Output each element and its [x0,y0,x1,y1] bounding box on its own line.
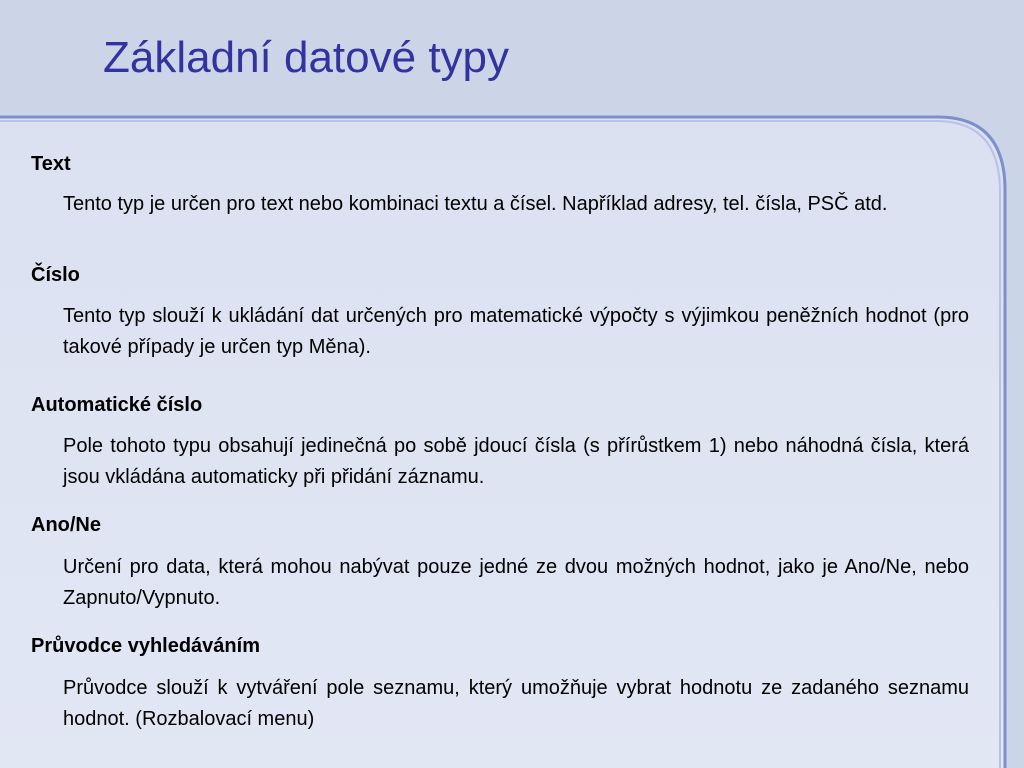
section-body-yesno: Určení pro data, která mohou nabývat pouze jedné ze dvou možných hodnot, jako je Ano/Ne, nebo Zapnuto/Vypnuto. [63,556,969,609]
section-heading-yesno: Ano/Ne [31,514,101,536]
section-heading-number: Číslo [31,264,80,286]
section-heading-autonumber: Automatické číslo [31,394,203,416]
section-heading-text: Text [31,153,71,175]
section-heading-lookup-wizard: Průvodce vyhledáváním [31,635,260,657]
section-body-autonumber: Pole tohoto typu obsahují jedinečná po sobě jdoucí čísla (s přírůstkem 1) nebo náhodná čísla, která jsou vkládána automaticky při přidání záznamu. [63,435,969,488]
section-body-lookup-wizard: Průvodce slouží k vytváření pole seznamu, který umožňuje vybrat hodnotu ze zadaného seznamu hodnot. (Rozbalovací menu) [63,677,969,730]
slide-title: Základní datové typy [103,33,510,82]
section-body-number: Tento typ slouží k ukládání dat určených pro matematické výpočty s výjimkou peněžních hodnot (pro takové případy je určen typ Měna). [63,305,969,358]
section-body-text: Tento typ je určen pro text nebo kombinaci textu a čísel. Například adresy, tel. čísla, PSČ atd. [63,193,888,215]
